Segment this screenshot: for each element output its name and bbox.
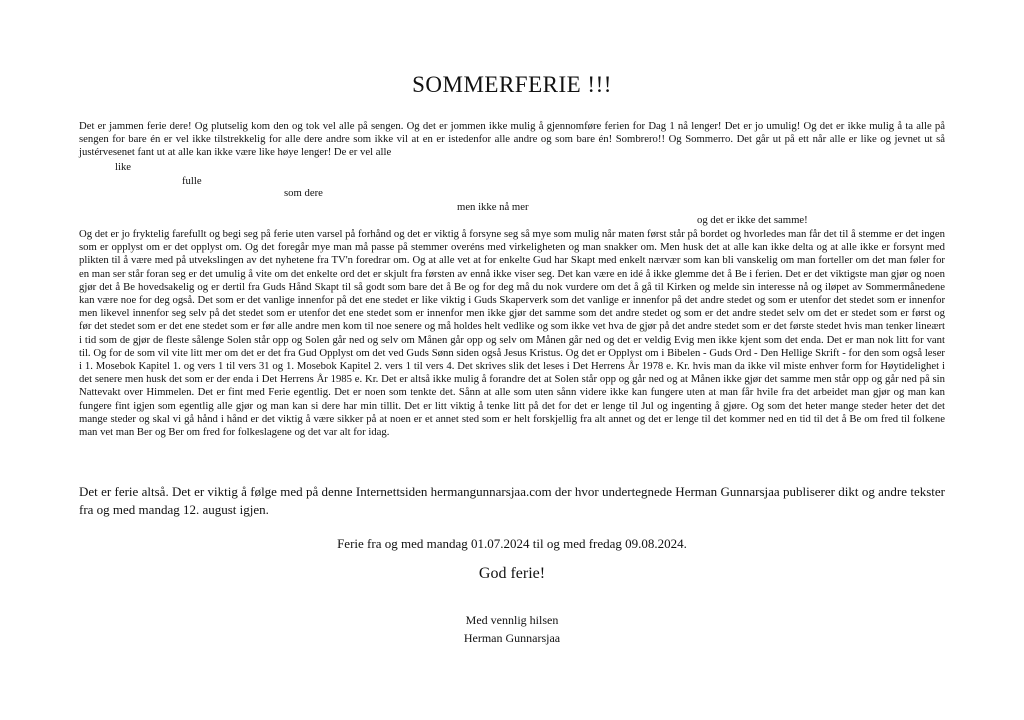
closing-line: Med vennlig hilsen: [465, 613, 559, 627]
document-title: SOMMERFERIE !!!: [412, 72, 612, 97]
staircase-line-5: og det er ikke det samme!: [697, 214, 808, 226]
greeting: God ferie!: [478, 565, 546, 582]
paragraph-intro: Det er jammen ferie dere! Og plutselig kom den og tok vel alle på sengen. Og det er jommen ikke mulig å gjennomføre ferien for Dag 1 nå lenger! Det er jo umulig! Og det er ikke mulig å ta alle på sengen for bare én er vel ikke tilstrekkelig for alle dere andre som ikke vil at en er istedenfor alle andre og som bare én! Sombrero!! Og Sommerro. Det går ut på ett når alle er like og jevnet ut så justérvesenet fant ut at alle kan ikke være like høye lenger! De er vel alle: [79, 120, 945, 159]
signature-block: [0, 611, 1024, 647]
signature-name: Herman Gunnarsjaa: [463, 631, 561, 645]
paragraph-body: Og det er jo fryktelig farefullt og begi seg på ferie uten varsel på forhånd og det er viktig å forsyne seg så mye som mulig når maten først står på bordet og hvorledes man får det til å stemme er det ingen som er opplyst om er det opplyst om. Og det foregår mye man må passe på stemmer overéns med virkeligheten og man snakker om. Men husk det at alle kan ikke delta og at alle ikke er forsynt med plikten til å være med på utvekslingen av det nyhetene fra TV'n foredrar om. Og at alle vet at for enkelte Gud har Skapt med enkelt nærvær som kan bli vanskelig om man forteller om det man føler for en man ser står foran seg er det umulig å vite om det enkelte ord det er skjult fra førsten av ennå ikke viser seg. Det kan være en idé å ikke glemme det å Be i ferien. Det er det viktigste man gjør og noen gjør det å Be hovedsakelig og er dertil fra Guds Hånd Skapt til så godt som bare det å Be og for deg må du nok vurdere om det å gå til Kirken og melde sin interesse nå og iløpet av Sommermånedene kan være noe for deg også. Det som er det vanlige innenfor på det ene stedet er like viktig i Guds Skaperverk som det vanlige er innenfor på det andre stedet og som er utenfor det stedet som er innenfor men likevel innenfor seg selv på det stedet som er utenfor det ene stedet som er innenfor men ikke gjør det samme som det andre stedet og som er det andre stedet selv om det er stedet som er først og før det stedet som er det ene stedet som er før alle andre men kom til noe senere og må holdes helt vedlike og som ikke vet hva de gjør på det andre stedet som er det første stedet hvis man tenker lineært i tid som de gjør de fleste sålenge Solen står opp og Solen går ned og selv om Månen går opp og selv om Månen går ned og det er veldig Evig men ikke kjent som det enda. Det er man nok litt for vant til. Og for de som vil vite litt mer om det er det fra Gud Opplyst om det ved Guds Sønn siden også Jesus Kristus. Og det er Opplyst om i Bibelen - Guds Ord - Den Hellige Skrift - for den som også leser i 1. Mosebok Kapitel 1. og vers 1 til vers 31 og 1. Mosebok Kapitel 2. vers 1 til vers 4. Det skrives slik det leses i Det Herrens År 1978 e. Kr. hvis man da ikke vil miste enhver form for Høytidelighet i det senere men husk det som er der enda i Det Herrens År 1985 e. Kr. Det er altså ikke mulig å forandre det at Solen står opp og går ned og at Månen ikke gjør det samme men står opp og går ned på sin Nattevakt over Himmelen. Det er fint med Ferie egentlig. Det er noen som tenkte det. Sånn at alle som uten sånn videre ikke kan fungere uten at man får hvile fra det arbeidet man gjør og man kan fungere fint igjen som egentlig alle gjør og man kan si dere har min tillit. Det er litt viktig å tenke litt på det for det er lenge til Jul og ingenting å gjøre. Og som det heter mange steder heter det det mange steder og skal vi gå hånd i hånd er det viktig å være sikker på at noen er et annet sted som er helt forskjellig fra alt annet og det er lenge til det kommer ned en tid til det å Be om fred til folkene man vet man Ber og Ber om fred for folkeslagene og det var alt for idag.: [79, 228, 945, 439]
staircase-line-3: som dere: [284, 187, 323, 199]
staircase-line-4: men ikke nå mer: [457, 201, 529, 213]
holiday-dates: Ferie fra og med mandag 01.07.2024 til og med fredag 09.08.2024.: [337, 536, 687, 551]
website-notice: Det er ferie altså. Det er viktig å følge med på denne Internettsiden hermangunnarsjaa.com der hvor undertegnede Herman Gunnarsjaa publiserer dikt og andre tekster fra og med mandag 12. august igjen.: [79, 484, 945, 517]
staircase-line-2: fulle: [182, 175, 202, 187]
staircase-line-1: like: [115, 161, 132, 173]
